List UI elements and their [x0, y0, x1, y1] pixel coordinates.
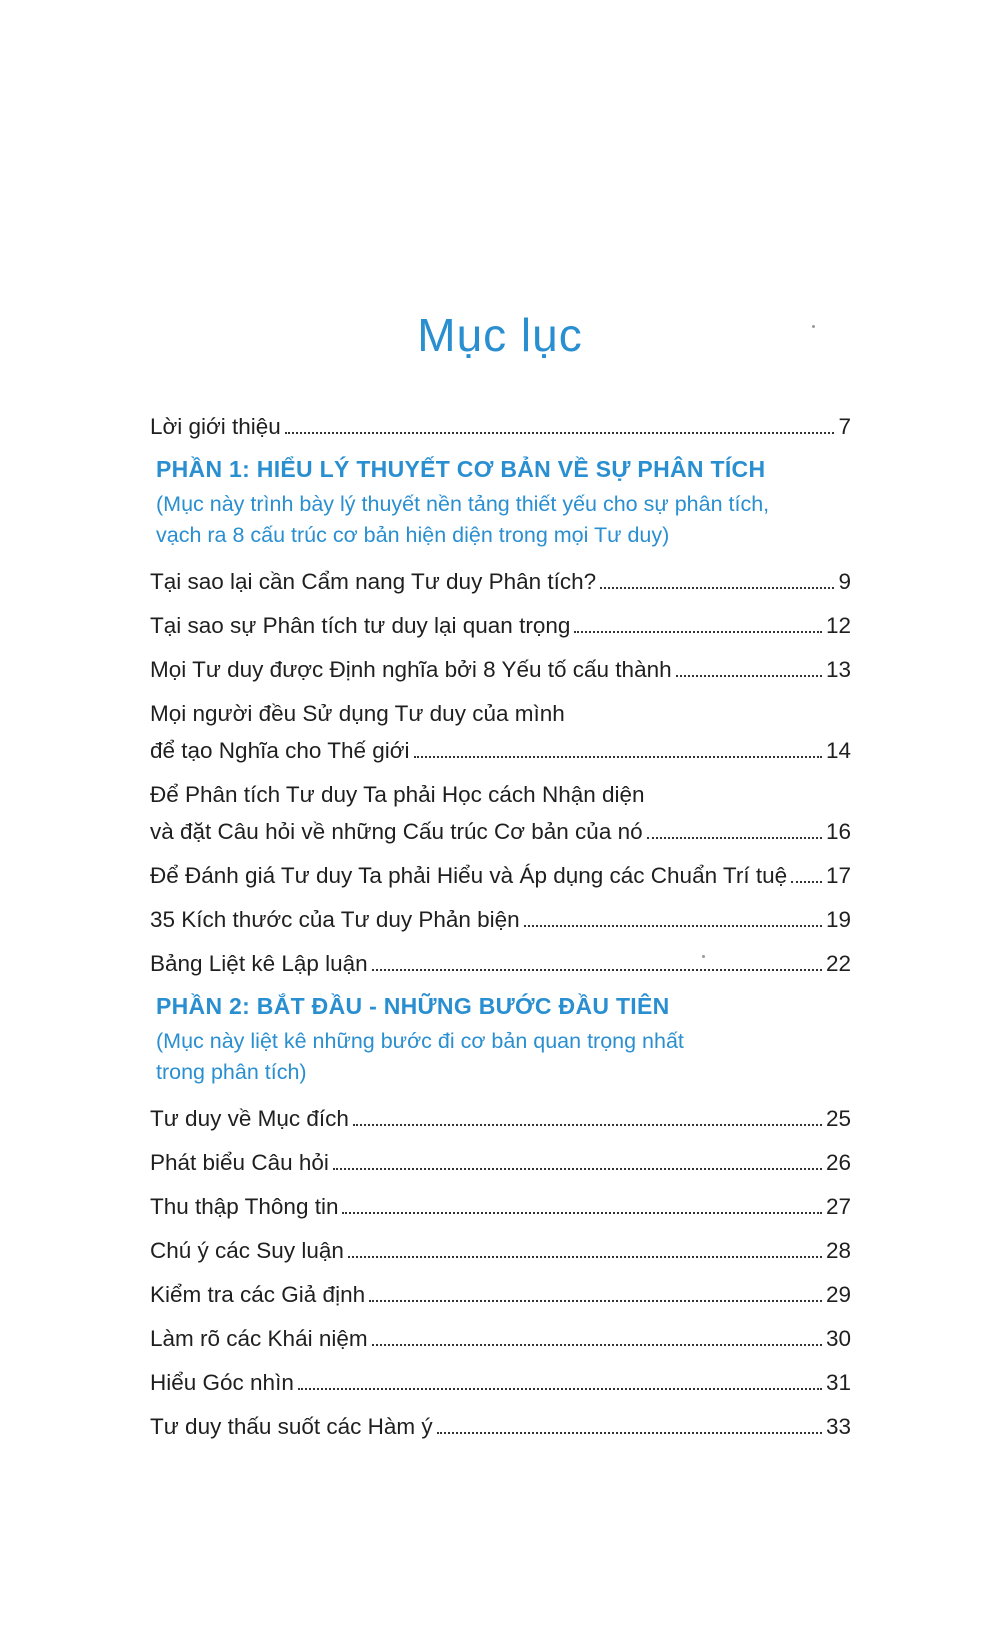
toc-entry-label: Mọi Tư duy được Định nghĩa bởi 8 Yếu tố cấu thành	[150, 657, 672, 682]
dot-leader	[372, 969, 822, 971]
toc-entry	[150, 1276, 851, 1313]
toc-entry-label: Tại sao lại cần Cẩm nang Tư duy Phân tích?	[150, 569, 597, 594]
toc-entry-label: Bảng Liệt kê Lập luận	[150, 951, 368, 976]
toc-entry	[150, 1100, 851, 1137]
toc-entry-label: Lời giới thiệu	[150, 414, 281, 439]
toc-entry	[150, 901, 851, 938]
toc-entry	[150, 695, 851, 769]
toc-entry	[150, 776, 851, 850]
paper-speck	[702, 955, 705, 958]
dot-leader	[333, 1168, 822, 1170]
dot-leader	[372, 1344, 822, 1346]
toc-entry-label: Hiểu Góc nhìn	[150, 1370, 294, 1395]
dot-leader	[600, 587, 834, 589]
toc-entry-label: Tại sao sự Phân tích tư duy lại quan trọng	[150, 613, 571, 638]
toc-entry-label: Làm rõ các Khái niệm	[150, 1326, 368, 1351]
page-title: Mục lục	[417, 309, 583, 361]
toc-entry-label: Phát biểu Câu hỏi	[150, 1150, 329, 1175]
toc-entry	[150, 563, 851, 600]
toc-entry	[150, 1408, 851, 1445]
toc-entry	[150, 945, 851, 982]
toc-entry-label-line1: Mọi người đều Sử dụng Tư duy của mình	[150, 701, 565, 726]
table-of-contents	[150, 408, 851, 1452]
toc-page-number: 16	[825, 819, 851, 844]
toc-entry	[150, 607, 851, 644]
toc-page-number: 22	[825, 951, 851, 976]
toc-page-number: 12	[825, 613, 851, 638]
dot-leader	[676, 675, 822, 677]
part2-desc-line2: trong phân tích)	[156, 1060, 307, 1084]
dot-leader	[574, 631, 822, 633]
toc-page-number: 33	[825, 1414, 851, 1439]
toc-page-number: 19	[825, 907, 851, 932]
dot-leader	[369, 1300, 822, 1302]
toc-entry-label: để tạo Nghĩa cho Thế giới	[150, 738, 410, 763]
dot-leader	[414, 756, 822, 758]
toc-page-number: 13	[825, 657, 851, 682]
part2-heading: PHẦN 2: BẮT ĐẦU - NHỮNG BƯỚC ĐẦU TIÊN	[156, 993, 670, 1019]
part1-desc-line1: (Mục này trình bày lý thuyết nền tảng thiết yếu cho sự phân tích,	[156, 492, 770, 516]
toc-page-number: 14	[825, 738, 851, 763]
dot-leader	[524, 925, 822, 927]
toc-page-number: 28	[825, 1238, 851, 1263]
toc-page-number: 30	[825, 1326, 851, 1351]
toc-page-number: 26	[825, 1150, 851, 1175]
toc-entry	[150, 1188, 851, 1225]
part1-heading: PHẦN 1: HIỂU LÝ THUYẾT CƠ BẢN VỀ SỰ PHÂN TÍCH	[156, 456, 766, 482]
toc-entry-label-line1: Để Phân tích Tư duy Ta phải Học cách Nhận diện	[150, 782, 645, 807]
toc-entry	[150, 1320, 851, 1357]
toc-entry-label: Chú ý các Suy luận	[150, 1238, 344, 1263]
dot-leader	[348, 1256, 822, 1258]
toc-page-number: 17	[825, 863, 851, 888]
dot-leader	[342, 1212, 821, 1214]
part2-description	[156, 1026, 851, 1088]
toc-page-number: 31	[825, 1370, 851, 1395]
toc-page-number: 9	[838, 569, 851, 594]
dot-leader	[647, 837, 822, 839]
part2-desc-line1: (Mục này liệt kê những bước đi cơ bản quan trọng nhất	[156, 1029, 684, 1053]
dot-leader	[298, 1388, 822, 1390]
dot-leader	[353, 1124, 822, 1126]
toc-entry	[150, 651, 851, 688]
toc-page-number: 7	[838, 414, 851, 439]
toc-entry-label: Tư duy thấu suốt các Hàm ý	[150, 1414, 433, 1439]
toc-page-number: 27	[825, 1194, 851, 1219]
dot-leader	[437, 1432, 822, 1434]
toc-entry-intro	[150, 408, 851, 445]
toc-entry	[150, 857, 851, 894]
toc-page-number: 29	[825, 1282, 851, 1307]
toc-entry	[150, 1364, 851, 1401]
toc-entry	[150, 1144, 851, 1181]
toc-entry	[150, 1232, 851, 1269]
part1-description	[156, 489, 851, 551]
toc-page-number: 25	[825, 1106, 851, 1131]
dot-leader	[285, 432, 835, 434]
part1-desc-line2: vạch ra 8 cấu trúc cơ bản hiện diện trong mọi Tư duy)	[156, 523, 670, 547]
toc-entry-label: 35 Kích thước của Tư duy Phản biện	[150, 907, 520, 932]
toc-entry-label: Kiểm tra các Giả định	[150, 1282, 366, 1307]
paper-speck	[812, 325, 815, 328]
toc-entry-label: và đặt Câu hỏi về những Cấu trúc Cơ bản của nó	[150, 819, 643, 844]
toc-entry-label: Tư duy về Mục đích	[150, 1106, 349, 1131]
toc-entry-label: Thu thập Thông tin	[150, 1194, 339, 1219]
toc-entry-label: Để Đánh giá Tư duy Ta phải Hiểu và Áp dụng các Chuẩn Trí tuệ	[150, 863, 788, 888]
dot-leader	[791, 881, 822, 883]
